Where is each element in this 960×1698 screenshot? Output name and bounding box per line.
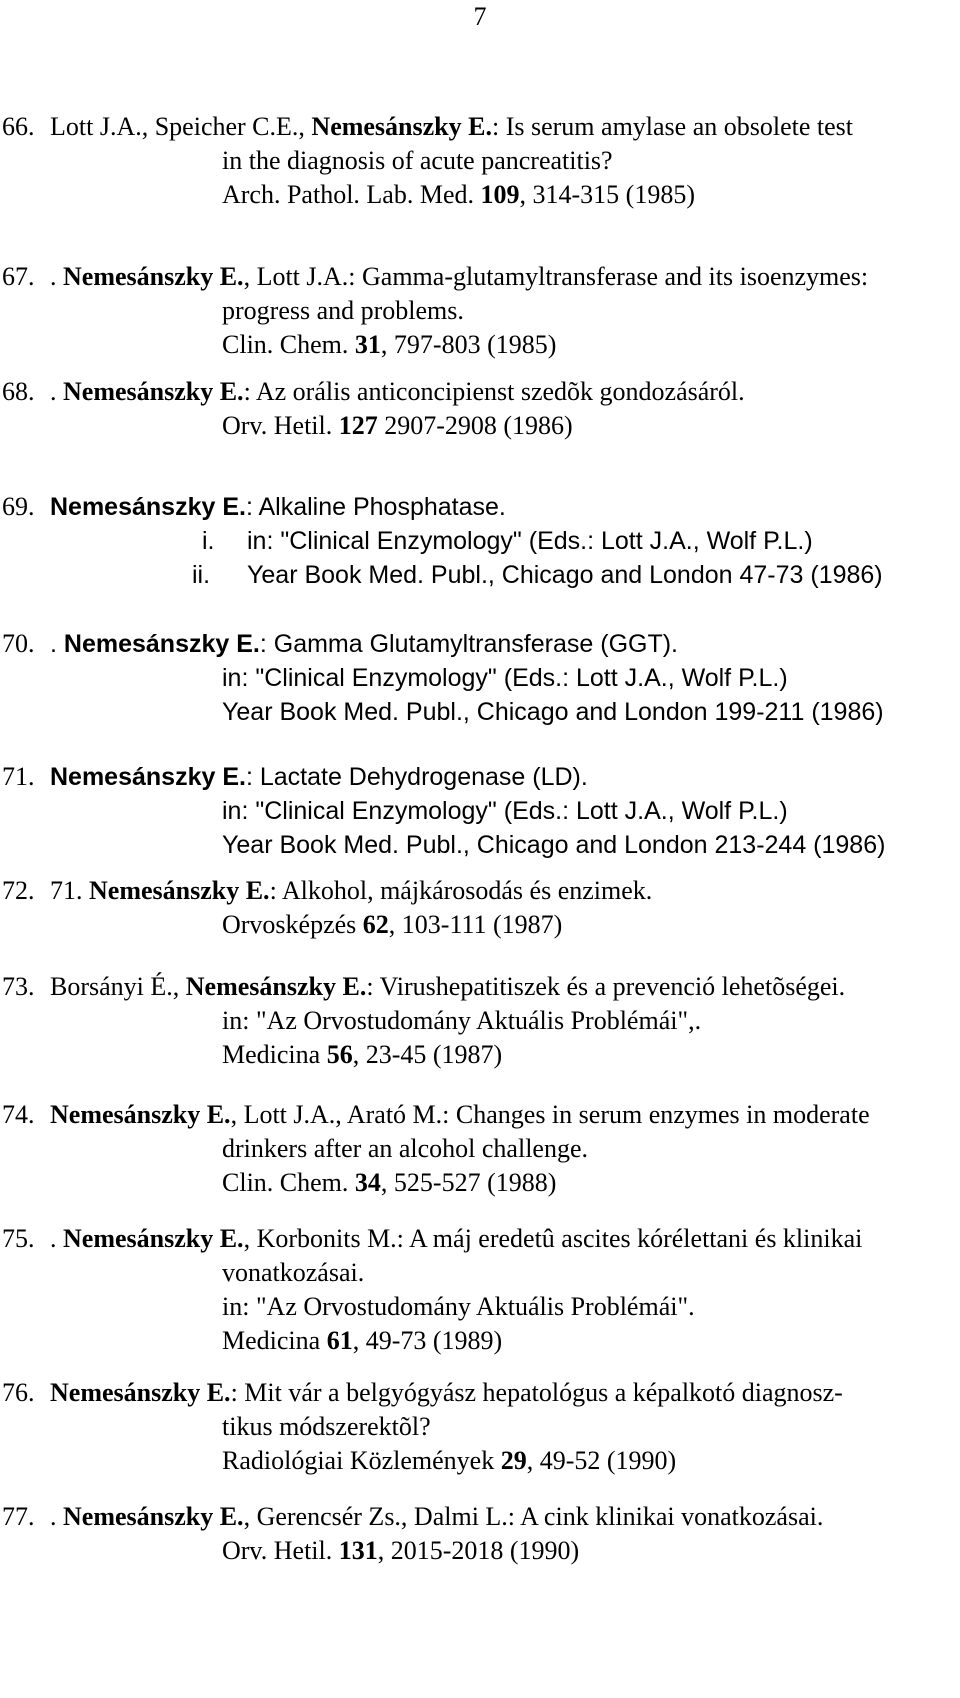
reference-line	[0, 794, 960, 828]
reference-line	[0, 627, 960, 661]
reference-text: Arch. Pathol. Lab. Med. 109, 314-315 (1985)	[222, 180, 695, 209]
reference-text: in: "Az Orvostudomány Aktuális Problémái".	[222, 1292, 695, 1321]
reference-number: 73.	[2, 972, 35, 1001]
reference-text: in: "Clinical Enzymology" (Eds.: Lott J.A., Wolf P.L.)	[222, 797, 788, 825]
reference-text: Nemesánszky E.: Alkaline Phosphatase.	[50, 493, 506, 521]
reference-entry	[0, 1098, 960, 1200]
reference-text: Nemesánszky E.: Lactate Dehydrogenase (LD).	[50, 763, 588, 791]
reference-text: Orvosképzés 62, 103-111 (1987)	[222, 910, 563, 939]
reference-text: Medicina 56, 23-45 (1987)	[222, 1040, 503, 1069]
reference-line	[0, 1038, 960, 1072]
reference-text: Clin. Chem. 31, 797-803 (1985)	[222, 330, 557, 359]
author-highlight: 31	[354, 330, 381, 359]
reference-number: 76.	[2, 1378, 35, 1407]
reference-number: 66.	[2, 112, 35, 141]
reference-text: tikus módszerektõl?	[222, 1412, 431, 1441]
page-number: 7	[473, 2, 487, 31]
author-highlight: Nemesánszky E.	[185, 972, 367, 1001]
reference-entry	[0, 375, 960, 443]
reference-text: Orv. Hetil. 127 2907-2908 (1986)	[222, 411, 573, 440]
reference-entry	[0, 1222, 960, 1358]
reference-line	[0, 328, 960, 362]
author-highlight: Nemesánszky E.	[63, 1502, 244, 1531]
reference-text: Radiológiai Közlemények 29, 49-52 (1990)	[222, 1446, 677, 1475]
reference-number: 69.	[2, 492, 35, 521]
reference-number: 68.	[2, 377, 35, 406]
reference-line	[0, 524, 960, 558]
reference-line	[0, 1098, 960, 1132]
author-highlight: 34	[354, 1168, 381, 1197]
reference-line	[0, 1132, 960, 1166]
reference-text: in: "Clinical Enzymology" (Eds.: Lott J.A., Wolf P.L.)	[247, 527, 813, 555]
reference-line	[0, 1004, 960, 1038]
reference-text: Medicina 61, 49-73 (1989)	[222, 1326, 503, 1355]
reference-text: drinkers after an alcohol challenge.	[222, 1134, 588, 1163]
sub-item-marker: ii.	[192, 561, 211, 589]
reference-text: Orv. Hetil. 131, 2015-2018 (1990)	[222, 1536, 580, 1565]
reference-line	[0, 178, 960, 212]
reference-line	[0, 908, 960, 942]
reference-text: Year Book Med. Publ., Chicago and London 199-211 (1986)	[222, 698, 884, 726]
reference-line	[0, 294, 960, 328]
reference-line	[0, 1290, 960, 1324]
reference-line	[0, 558, 960, 592]
author-highlight: 131	[338, 1536, 378, 1565]
reference-entry	[0, 260, 960, 362]
reference-line	[0, 1256, 960, 1290]
reference-number: 72.	[2, 876, 35, 905]
reference-text: vonatkozásai.	[222, 1258, 365, 1287]
reference-text: Year Book Med. Publ., Chicago and London 47-73 (1986)	[247, 561, 883, 589]
reference-text: Nemesánszky E.: Mit vár a belgyógyász hepatológus a képalkotó diagnosz-	[50, 1378, 843, 1407]
author-highlight: Nemesánszky E.	[311, 112, 492, 141]
reference-entry	[0, 627, 960, 729]
reference-text: . Nemesánszky E.: Az orális anticoncipienst szedõk gondozásáról.	[50, 377, 745, 406]
reference-entry	[0, 110, 960, 212]
author-highlight: 56	[326, 1040, 353, 1069]
reference-number: 75.	[2, 1224, 35, 1253]
author-highlight: Nemesánszky E.	[50, 493, 246, 521]
author-highlight: 61	[326, 1326, 353, 1355]
reference-line	[0, 260, 960, 294]
reference-line	[0, 695, 960, 729]
reference-text: in the diagnosis of acute pancreatitis?	[222, 146, 613, 175]
reference-line	[0, 490, 960, 524]
reference-line	[0, 874, 960, 908]
reference-entry	[0, 1376, 960, 1478]
reference-line	[0, 970, 960, 1004]
reference-entry	[0, 970, 960, 1072]
reference-line	[0, 375, 960, 409]
author-highlight: 109	[480, 180, 520, 209]
reference-text: . Nemesánszky E., Gerencsér Zs., Dalmi L.: A cink klinikai vonatkozásai.	[50, 1502, 824, 1531]
reference-text: progress and problems.	[222, 296, 464, 325]
author-highlight: Nemesánszky E.	[50, 1100, 231, 1129]
reference-text: . Nemesánszky E., Korbonits M.: A máj eredetû ascites kórélettani és klinikai	[50, 1224, 863, 1253]
reference-line	[0, 1376, 960, 1410]
reference-text: 71. Nemesánszky E.: Alkohol, májkárosodás és enzimek.	[50, 876, 653, 905]
reference-text: Lott J.A., Speicher C.E., Nemesánszky E.: Is serum amylase an obsolete test	[50, 112, 854, 141]
reference-text: Clin. Chem. 34, 525-527 (1988)	[222, 1168, 557, 1197]
reference-line	[0, 1534, 960, 1568]
reference-line	[0, 1410, 960, 1444]
author-highlight: 29	[500, 1446, 527, 1475]
reference-entry	[0, 490, 960, 592]
reference-text: . Nemesánszky E.: Gamma Glutamyltransferase (GGT).	[50, 630, 678, 658]
reference-text: in: "Clinical Enzymology" (Eds.: Lott J.A., Wolf P.L.)	[222, 664, 788, 692]
reference-number: 70.	[2, 629, 35, 658]
author-highlight: Nemesánszky E.	[63, 377, 244, 406]
author-highlight: Nemesánszky E.	[50, 763, 246, 791]
reference-line	[0, 1444, 960, 1478]
reference-line	[0, 1166, 960, 1200]
reference-text: Nemesánszky E., Lott J.A., Arató M.: Changes in serum enzymes in moderate	[50, 1100, 870, 1129]
reference-number: 71.	[2, 762, 35, 791]
author-highlight: Nemesánszky E.	[89, 876, 270, 905]
reference-line	[0, 828, 960, 862]
reference-line	[0, 409, 960, 443]
reference-text: . Nemesánszky E., Lott J.A.: Gamma-glutamyltransferase and its isoenzymes:	[50, 262, 869, 291]
reference-text: Year Book Med. Publ., Chicago and London 213-244 (1986)	[222, 831, 886, 859]
author-highlight: Nemesánszky E.	[63, 262, 244, 291]
reference-entry	[0, 760, 960, 862]
author-highlight: Nemesánszky E.	[63, 1224, 244, 1253]
reference-number: 77.	[2, 1502, 35, 1531]
reference-entry	[0, 1500, 960, 1568]
reference-line	[0, 1324, 960, 1358]
reference-line	[0, 661, 960, 695]
reference-number: 67.	[2, 262, 35, 291]
reference-line	[0, 1500, 960, 1534]
author-highlight: Nemesánszky E.	[63, 630, 260, 658]
reference-text: in: "Az Orvostudomány Aktuális Problémái",.	[222, 1006, 702, 1035]
author-highlight: 62	[362, 910, 389, 939]
reference-line	[0, 110, 960, 144]
author-highlight: 127	[338, 411, 378, 440]
sub-item-marker: i.	[202, 527, 215, 555]
reference-line	[0, 760, 960, 794]
reference-entry	[0, 874, 960, 942]
reference-line	[0, 1222, 960, 1256]
reference-line	[0, 144, 960, 178]
reference-text: Borsányi É., Nemesánszky E.: Virushepatitiszek és a prevenció lehetõségei.	[50, 972, 846, 1001]
reference-number: 74.	[2, 1100, 35, 1129]
author-highlight: Nemesánszky E.	[50, 1378, 231, 1407]
